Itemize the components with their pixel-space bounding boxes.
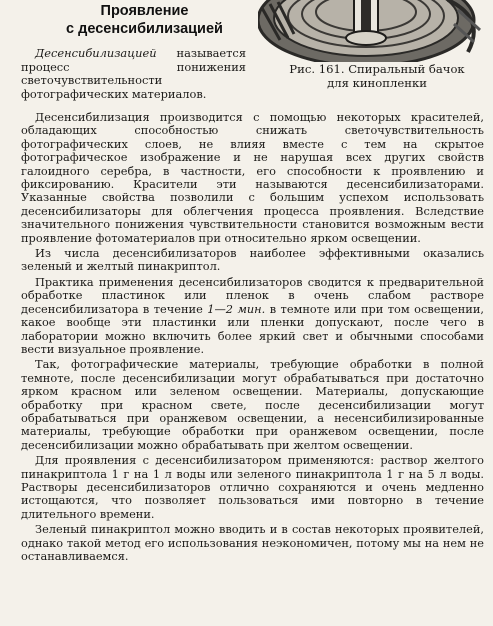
section-title-line-1: Проявление <box>100 3 189 19</box>
section-title <box>42 2 247 38</box>
paragraph-lighting-conditions: Так, фотографические материалы, требующие обработки в полной темноте, после десенсибилизации могут обрабатываться при достаточно ярком красном или зеленом освещении. Материалы, допускающие обработку при красном свете, после десенсибилизации могут обрабатываться при оранжевом освещении, а несенсибилизированные материалы, требующие обработки при оранжевом освещении, после десенсибилизации можно обрабатывать при желтом освещении. <box>21 357 484 452</box>
figure-caption-line-2: для кинопленки <box>327 76 427 90</box>
paragraph-practice-start: Практика применения десенсибилизаторов сводится к предварительной обработке пластинок или пленок в очень слабом растворе десенсибилизатора в течение <box>21 274 484 316</box>
paragraph-solutions: Для проявления с десенсибилизатором применяются: раствор желтого пинакриптола 1 г на 1 л воды или зеленого пинакриптола 1 г на 5 л воды. Растворы десенсибилизаторов отлично сохраняются и очень медленно истощаются, что позволяет пользоваться ими повторно в течение длительного времени. <box>21 453 484 521</box>
intro-paragraph <box>21 47 246 101</box>
paragraph-green-pinacryptol: Зеленый пинакриптол можно вводить и в состав некоторых проявителей, однако такой метод его использования неэкономичен, потому мы на нем не останавливаемся. <box>21 522 484 563</box>
paragraph-practice <box>21 276 484 356</box>
paragraph-practice-end: в темноте или при том освещении, какое вообще эти пластинки или пленки допускают, после чего в лаборатории можно включить более яркий свет и обычными способами вести визуальное проявление. <box>21 301 484 356</box>
paragraph-pinacryptol: Из числа десенсибилизаторов наиболее эффективными оказались зеленый и желтый пинакриптол. <box>21 246 484 274</box>
figure-caption <box>272 62 482 90</box>
intro-lead-term: Десенсибилизацией <box>35 46 157 60</box>
spiral-tank-figure <box>258 0 493 62</box>
paragraph-practice-duration: 1—2 мин. <box>207 301 266 316</box>
intro-text: называется процесс понижения светочувствительности фотографических материалов. <box>21 46 246 101</box>
section-title-line-2: с десенсибилизацией <box>66 21 223 37</box>
figure-caption-line-1: Рис. 161. Спиральный бачок <box>289 62 465 76</box>
paragraph-desensitization-definition: Десенсибилизация производится с помощью некоторых красителей, обладающих способностью снижать светочувствительность фотографических слоев, не влияя вместе с тем на скрытое фотографическое изображение и не нарушая всех других свойств галоидного серебра, в частности, его способности к проявлению и фиксированию. Красители эти называются десенсибилизаторами. Указанные свойства позволили с большим успехом использовать десенсибилизаторы для облегчения процесса проявления. Вследствие значительного понижения чувствительности становится возможным вести проявление фотоматериалов при относительно ярком освещении. <box>21 110 484 245</box>
spiral-tank-illustration-icon <box>258 0 493 62</box>
body-text <box>21 111 484 565</box>
page-header <box>0 0 493 118</box>
